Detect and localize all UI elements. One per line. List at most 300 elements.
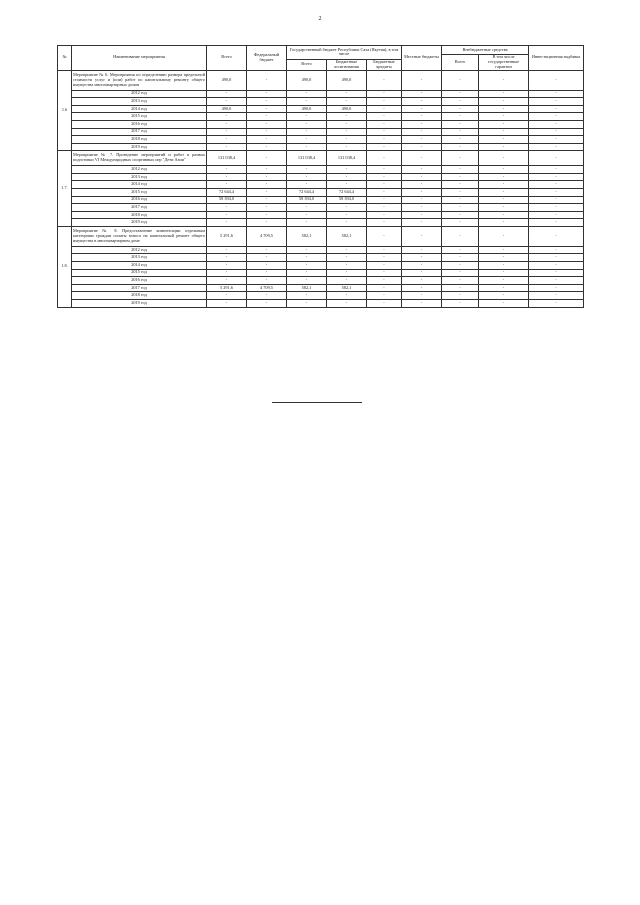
measure-value: - [479, 227, 529, 247]
measure-value: - [367, 70, 402, 90]
year-value: - [207, 166, 247, 174]
year-value: - [207, 277, 247, 285]
header-extra-total: Всего [442, 55, 479, 71]
header-investment: Инвестиционная надбавка [529, 46, 584, 71]
year-value: - [247, 204, 287, 212]
year-value: - [529, 211, 584, 219]
year-value: - [327, 246, 367, 254]
year-row [58, 113, 584, 121]
year-value: - [287, 98, 327, 106]
year-label: 2013 год [72, 98, 207, 106]
year-value: - [529, 143, 584, 151]
year-label: 2016 год [72, 196, 207, 204]
year-value: - [479, 128, 529, 136]
measure-value: 131 038,4 [327, 151, 367, 166]
year-label: 2017 год [72, 204, 207, 212]
year-value: - [247, 269, 287, 277]
year-value: - [529, 292, 584, 300]
year-value: - [442, 246, 479, 254]
year-label: 2013 год [72, 254, 207, 262]
year-value: - [479, 211, 529, 219]
year-row [58, 277, 584, 285]
year-value: - [402, 284, 442, 292]
year-value: - [529, 98, 584, 106]
year-value: - [402, 204, 442, 212]
measure-value: - [442, 227, 479, 247]
year-value: - [367, 284, 402, 292]
year-value: 490,0 [207, 105, 247, 113]
year-value: - [402, 173, 442, 181]
year-value: - [287, 262, 327, 270]
year-row [58, 181, 584, 189]
year-value: - [479, 105, 529, 113]
year-value: - [247, 166, 287, 174]
year-value: - [479, 90, 529, 98]
measure-name: Мероприятие № 6. Мероприятия по определению размера предельной стоимости услуг и (или) работ по капитальному ремонту общего имущества многоквартирных домов [72, 70, 207, 90]
year-value: - [287, 246, 327, 254]
year-value: - [207, 204, 247, 212]
measure-value: - [442, 70, 479, 90]
year-value: - [402, 211, 442, 219]
year-value: - [442, 219, 479, 227]
year-value: - [479, 284, 529, 292]
year-row [58, 254, 584, 262]
year-value: - [442, 196, 479, 204]
year-value: - [479, 113, 529, 121]
year-value: 72 644,4 [207, 189, 247, 197]
year-row [58, 292, 584, 300]
year-value: - [287, 181, 327, 189]
year-value: - [442, 113, 479, 121]
budget-table [57, 45, 584, 308]
header-total: Всего [207, 46, 247, 71]
year-value: - [327, 277, 367, 285]
year-value: - [247, 277, 287, 285]
year-value: - [247, 262, 287, 270]
measure-value: 490,0 [287, 70, 327, 90]
year-row [58, 136, 584, 144]
year-value: - [247, 143, 287, 151]
year-row [58, 166, 584, 174]
measure-value: 131 038,4 [287, 151, 327, 166]
year-label: 2017 год [72, 128, 207, 136]
year-label: 2014 год [72, 105, 207, 113]
year-value: - [367, 121, 402, 129]
year-label: 2018 год [72, 292, 207, 300]
measure-number: 1.8. [58, 227, 72, 308]
measure-value: 582,1 [327, 227, 367, 247]
year-value: - [367, 166, 402, 174]
year-value: - [207, 90, 247, 98]
year-value: - [442, 143, 479, 151]
year-value: - [327, 299, 367, 307]
year-value: 5 291,6 [207, 284, 247, 292]
year-label: 2012 год [72, 166, 207, 174]
year-value: - [287, 143, 327, 151]
year-value: - [287, 128, 327, 136]
year-value: - [207, 98, 247, 106]
header-name: Наименование мероприятия [72, 46, 207, 71]
year-value: - [207, 269, 247, 277]
year-value: - [442, 181, 479, 189]
year-value: - [327, 181, 367, 189]
year-value: - [207, 136, 247, 144]
year-value: - [327, 211, 367, 219]
year-value: - [529, 262, 584, 270]
year-value: - [287, 254, 327, 262]
year-value: - [367, 181, 402, 189]
year-value: - [287, 211, 327, 219]
measure-row [58, 70, 584, 90]
year-value: - [402, 128, 442, 136]
header-federal: Федеральный бюджет [247, 46, 287, 71]
year-value: - [247, 105, 287, 113]
year-value: - [529, 105, 584, 113]
measure-value: - [402, 70, 442, 90]
year-value: - [287, 90, 327, 98]
year-row [58, 143, 584, 151]
year-label: 2014 год [72, 262, 207, 270]
year-value: - [529, 204, 584, 212]
year-value: - [479, 181, 529, 189]
year-value: - [327, 90, 367, 98]
year-row [58, 173, 584, 181]
year-value: - [479, 98, 529, 106]
year-value: 490,0 [287, 105, 327, 113]
year-value: - [247, 136, 287, 144]
year-value: - [402, 196, 442, 204]
measure-value: - [402, 227, 442, 247]
year-value: - [529, 277, 584, 285]
year-value: - [287, 121, 327, 129]
year-value: - [367, 90, 402, 98]
year-value: - [442, 128, 479, 136]
year-value: - [207, 113, 247, 121]
year-row [58, 284, 584, 292]
year-value: - [529, 196, 584, 204]
year-value: - [402, 121, 442, 129]
measure-value: - [367, 151, 402, 166]
year-value: - [327, 204, 367, 212]
year-value: - [402, 269, 442, 277]
measure-value: - [479, 70, 529, 90]
year-value: - [479, 189, 529, 197]
year-value: - [529, 299, 584, 307]
year-value: - [442, 189, 479, 197]
year-value: - [367, 113, 402, 121]
year-row [58, 128, 584, 136]
header-extra-guarantee: В том числе государственные гарантии [479, 55, 529, 71]
year-value: - [442, 284, 479, 292]
year-value: - [402, 292, 442, 300]
year-value: - [247, 181, 287, 189]
measure-value: - [529, 151, 584, 166]
year-value: - [442, 98, 479, 106]
year-value: - [479, 254, 529, 262]
measure-value: 4 709,5 [247, 227, 287, 247]
year-value: 4 709,5 [247, 284, 287, 292]
year-value: - [402, 219, 442, 227]
year-value: - [479, 262, 529, 270]
year-label: 2015 год [72, 113, 207, 121]
year-value: - [367, 196, 402, 204]
measure-value: - [247, 70, 287, 90]
year-value: - [442, 254, 479, 262]
year-value: - [529, 113, 584, 121]
measure-value: 5 291,6 [207, 227, 247, 247]
year-label: 2017 год [72, 284, 207, 292]
measure-value: - [479, 151, 529, 166]
year-value: - [529, 181, 584, 189]
year-value: - [479, 136, 529, 144]
year-value: - [287, 292, 327, 300]
year-value: - [479, 121, 529, 129]
year-value: - [479, 173, 529, 181]
year-row [58, 90, 584, 98]
year-value: - [207, 246, 247, 254]
year-value: - [327, 173, 367, 181]
year-value: - [207, 219, 247, 227]
header-state-alloc: Бюджетные ассигнования [327, 59, 367, 70]
year-value: - [529, 136, 584, 144]
year-row [58, 196, 584, 204]
year-value: - [327, 219, 367, 227]
year-value: - [402, 262, 442, 270]
measure-value: - [529, 227, 584, 247]
year-label: 2016 год [72, 277, 207, 285]
year-value: - [402, 246, 442, 254]
year-value: - [207, 211, 247, 219]
year-value: - [247, 211, 287, 219]
year-value: - [479, 219, 529, 227]
year-value: - [529, 269, 584, 277]
measure-value: 490,0 [207, 70, 247, 90]
year-row [58, 121, 584, 129]
year-row [58, 98, 584, 106]
year-value: - [442, 277, 479, 285]
year-value: - [247, 196, 287, 204]
year-value: - [247, 299, 287, 307]
year-value: - [442, 90, 479, 98]
year-value: - [367, 136, 402, 144]
year-value: - [287, 136, 327, 144]
measure-value: - [367, 227, 402, 247]
year-row [58, 299, 584, 307]
bottom-rule [272, 402, 362, 403]
year-value: - [479, 143, 529, 151]
year-value: - [287, 277, 327, 285]
year-value: - [327, 254, 367, 262]
year-value: - [207, 262, 247, 270]
header-extra-group: Внебюджетные средства [442, 46, 529, 55]
year-label: 2012 год [72, 90, 207, 98]
year-value: - [402, 136, 442, 144]
header-num: № [58, 46, 72, 71]
year-row [58, 219, 584, 227]
measure-value: - [247, 151, 287, 166]
year-value: - [367, 143, 402, 151]
header-state-total: Всего [287, 59, 327, 70]
year-value: - [529, 284, 584, 292]
year-value: - [207, 181, 247, 189]
year-value: - [287, 299, 327, 307]
year-value: - [247, 292, 287, 300]
year-value: - [327, 98, 367, 106]
year-value: - [529, 254, 584, 262]
year-value: - [327, 136, 367, 144]
year-value: - [402, 98, 442, 106]
measure-row [58, 151, 584, 166]
year-label: 2015 год [72, 189, 207, 197]
year-value: - [207, 173, 247, 181]
year-value: - [367, 292, 402, 300]
table-header [58, 46, 584, 71]
measure-name: Мероприятие № 7. Проведение мероприятий и работ в рамках подготовки VI Международных спортивных игр "Дети Азии" [72, 151, 207, 166]
measure-value: - [529, 70, 584, 90]
year-value: - [247, 173, 287, 181]
year-value: - [367, 299, 402, 307]
year-value: - [207, 299, 247, 307]
header-state-credit: Бюджетные кредиты [367, 59, 402, 70]
year-value: - [207, 143, 247, 151]
year-value: - [479, 299, 529, 307]
header-state-group: Государственный бюджет Республики Саха (Якутия), в том числе [287, 46, 402, 60]
year-label: 2019 год [72, 143, 207, 151]
year-label: 2014 год [72, 181, 207, 189]
year-value: - [402, 143, 442, 151]
year-value: - [479, 246, 529, 254]
year-value: - [529, 173, 584, 181]
year-value: 582,1 [287, 284, 327, 292]
measure-value: 131 038,4 [207, 151, 247, 166]
year-value: - [367, 204, 402, 212]
year-value: - [479, 196, 529, 204]
year-value: - [479, 277, 529, 285]
measure-number: 1.6 [58, 70, 72, 151]
year-value: - [287, 219, 327, 227]
year-value: - [442, 299, 479, 307]
year-value: - [402, 166, 442, 174]
year-value: - [402, 181, 442, 189]
year-value: 58 394,0 [207, 196, 247, 204]
year-value: - [367, 262, 402, 270]
year-value: 58 394,0 [327, 196, 367, 204]
year-value: - [367, 277, 402, 285]
year-value: 582,1 [327, 284, 367, 292]
year-value: - [402, 254, 442, 262]
year-value: - [442, 292, 479, 300]
year-value: - [479, 204, 529, 212]
year-value: - [402, 105, 442, 113]
year-value: - [207, 128, 247, 136]
year-label: 2013 год [72, 173, 207, 181]
year-value: - [207, 254, 247, 262]
year-value: - [367, 128, 402, 136]
measure-value: 582,1 [287, 227, 327, 247]
year-value: - [479, 292, 529, 300]
year-label: 2015 год [72, 269, 207, 277]
year-value: - [247, 98, 287, 106]
year-value: - [367, 98, 402, 106]
year-value: - [442, 204, 479, 212]
year-value: - [529, 219, 584, 227]
year-value: - [367, 219, 402, 227]
year-value: - [402, 113, 442, 121]
year-value: - [367, 246, 402, 254]
year-value: - [247, 246, 287, 254]
measure-value: - [442, 151, 479, 166]
year-row [58, 262, 584, 270]
measure-row [58, 227, 584, 247]
year-value: - [442, 121, 479, 129]
year-value: - [442, 269, 479, 277]
year-value: - [402, 90, 442, 98]
table-body [58, 70, 584, 307]
year-value: - [529, 90, 584, 98]
year-value: - [367, 173, 402, 181]
year-value: - [442, 211, 479, 219]
year-row [58, 204, 584, 212]
year-value: 72 644,4 [327, 189, 367, 197]
year-label: 2019 год [72, 219, 207, 227]
year-value: - [367, 189, 402, 197]
measure-number: 1.7. [58, 151, 72, 227]
year-value: - [287, 173, 327, 181]
year-value: - [402, 299, 442, 307]
year-value: - [442, 262, 479, 270]
year-value: - [529, 121, 584, 129]
year-value: - [327, 292, 367, 300]
year-value: - [247, 189, 287, 197]
year-row [58, 105, 584, 113]
year-value: - [327, 269, 367, 277]
year-value: - [479, 269, 529, 277]
year-row [58, 189, 584, 197]
year-value: - [529, 189, 584, 197]
year-value: - [247, 90, 287, 98]
year-value: - [402, 189, 442, 197]
measure-value: - [402, 151, 442, 166]
year-value: - [367, 269, 402, 277]
year-value: - [327, 262, 367, 270]
year-value: - [327, 128, 367, 136]
year-value: - [247, 113, 287, 121]
year-value: - [529, 128, 584, 136]
year-value: - [442, 166, 479, 174]
year-label: 2018 год [72, 211, 207, 219]
year-row [58, 246, 584, 254]
year-value: - [327, 143, 367, 151]
measure-name: Мероприятие № 8. Предоставление компенсации отдельным категориям граждан оплаты взноса на капитальный ремонт общего имущества в многоквартирном доме [72, 227, 207, 247]
year-row [58, 211, 584, 219]
measure-value: 490,0 [327, 70, 367, 90]
year-value: - [402, 277, 442, 285]
year-value: - [479, 166, 529, 174]
year-value: 72 644,4 [287, 189, 327, 197]
year-value: - [442, 173, 479, 181]
year-value: - [207, 292, 247, 300]
year-value: - [247, 128, 287, 136]
year-value: - [247, 254, 287, 262]
year-value: - [327, 121, 367, 129]
year-value: - [327, 113, 367, 121]
year-value: - [287, 269, 327, 277]
year-value: - [287, 113, 327, 121]
page-number: 2 [318, 16, 322, 22]
year-value: - [247, 219, 287, 227]
year-row [58, 269, 584, 277]
year-value: - [529, 166, 584, 174]
